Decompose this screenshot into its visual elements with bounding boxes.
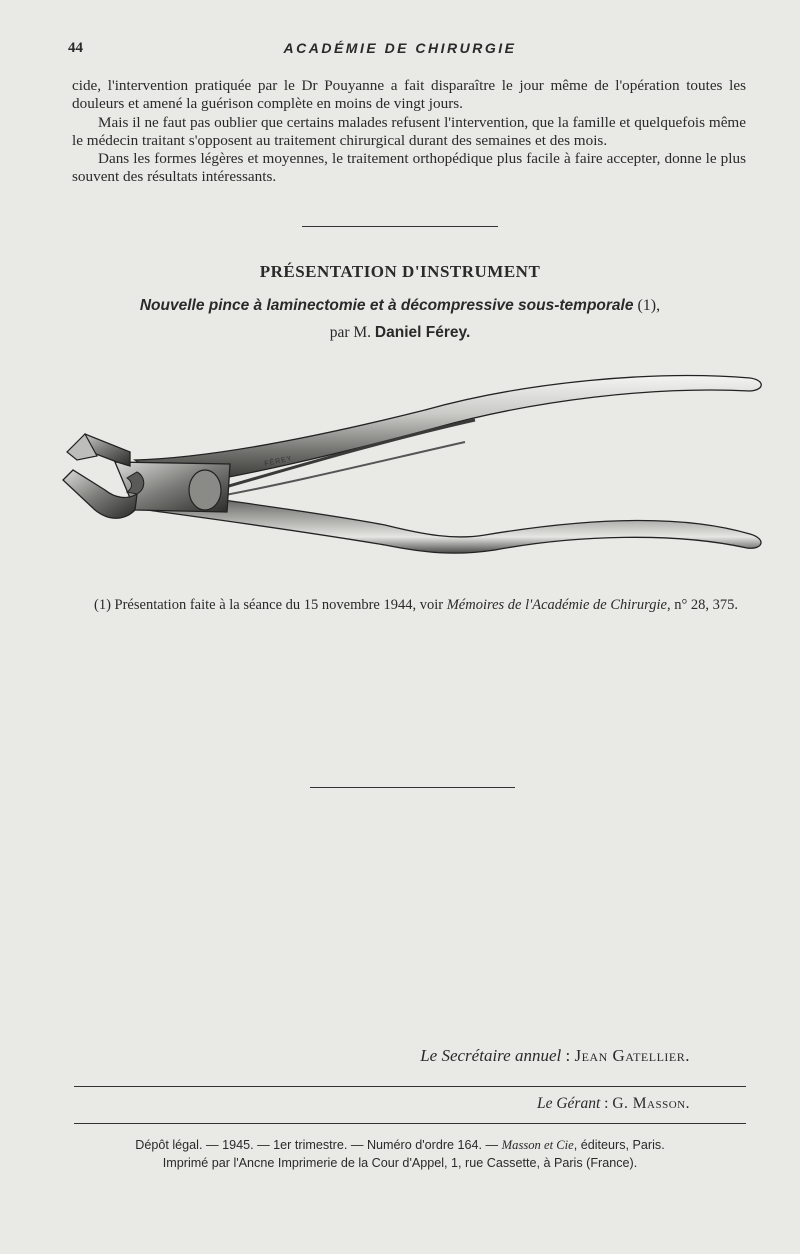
secretary-label: Le Secrétaire annuel (420, 1046, 562, 1065)
lower-handle (145, 488, 761, 553)
paragraph-1: cide, l'intervention pratiquée par le Dr Pouyanne a fait disparaître le jour même de l'opération toutes les douleurs et amené la guérison complète en moins de vingt jours. (72, 77, 746, 113)
running-title: ACADÉMIE DE CHIRURGIE (283, 40, 517, 56)
imprint-publisher-suffix: , éditeurs, Paris. (573, 1138, 665, 1152)
secretary-signature (420, 1046, 690, 1066)
imprint-legal: Dépôt légal. — 1945. — 1er trimestre. — Numéro d'ordre 164. — (135, 1138, 502, 1152)
end-divider (310, 787, 515, 788)
paragraph-2: Mais il ne faut pas oublier que certains malades refusent l'intervention, que la famille et quelquefois même le médecin traitant s'opposent au traitement chirurgical durant des semaines et des mois. (72, 113, 746, 149)
paragraph-3: Dans les formes légères et moyennes, le traitement orthopédique plus facile à faire accepter, donne le plus souvent des résultats intéressants. (72, 150, 746, 186)
imprint-line-2: Imprimé par l'Ancne Imprimerie de la Cour d'Appel, 1, rue Cassette, à Paris (France). (162, 1156, 638, 1170)
imprint-publisher: Masson et Cie (501, 1138, 574, 1152)
manager-name: G. Masson. (612, 1095, 690, 1112)
imprint-line-1 (0, 1136, 800, 1154)
footnote-journal: Mémoires de l'Académie de Chirurgie (446, 597, 667, 613)
byline-prefix: par M. (329, 324, 375, 341)
section-title: PRÉSENTATION D'INSTRUMENT (259, 262, 541, 281)
manager-signature (537, 1095, 690, 1113)
secretary-name: Jean Gatellier. (574, 1046, 690, 1065)
imprint (0, 1136, 800, 1172)
footnote (74, 596, 748, 614)
body-text (72, 77, 746, 187)
subtitle-text: Nouvelle pince à laminectomie et à décompressive sous-temporale (139, 297, 634, 314)
page-header (0, 40, 800, 62)
instrument-stamp: FÉREY (263, 455, 294, 468)
section-divider (302, 226, 498, 227)
footnote-ref: (1), (633, 297, 661, 314)
byline (0, 324, 800, 342)
author-name: Daniel Férey. (374, 324, 471, 341)
footer-rule-top (74, 1086, 746, 1087)
article-subtitle (0, 297, 800, 315)
forceps-illustration (55, 360, 770, 560)
secretary-sep: : (561, 1046, 575, 1065)
manager-sep: : (600, 1095, 613, 1112)
footnote-suffix: , n° 28, 375. (667, 597, 739, 613)
page-number: 44 (68, 40, 83, 56)
footer-rule-bottom (74, 1123, 746, 1124)
manager-label: Le Gérant (536, 1095, 601, 1112)
footnote-prefix: (1) Présentation faite à la séance du 15 novembre 1944, voir (94, 597, 447, 613)
